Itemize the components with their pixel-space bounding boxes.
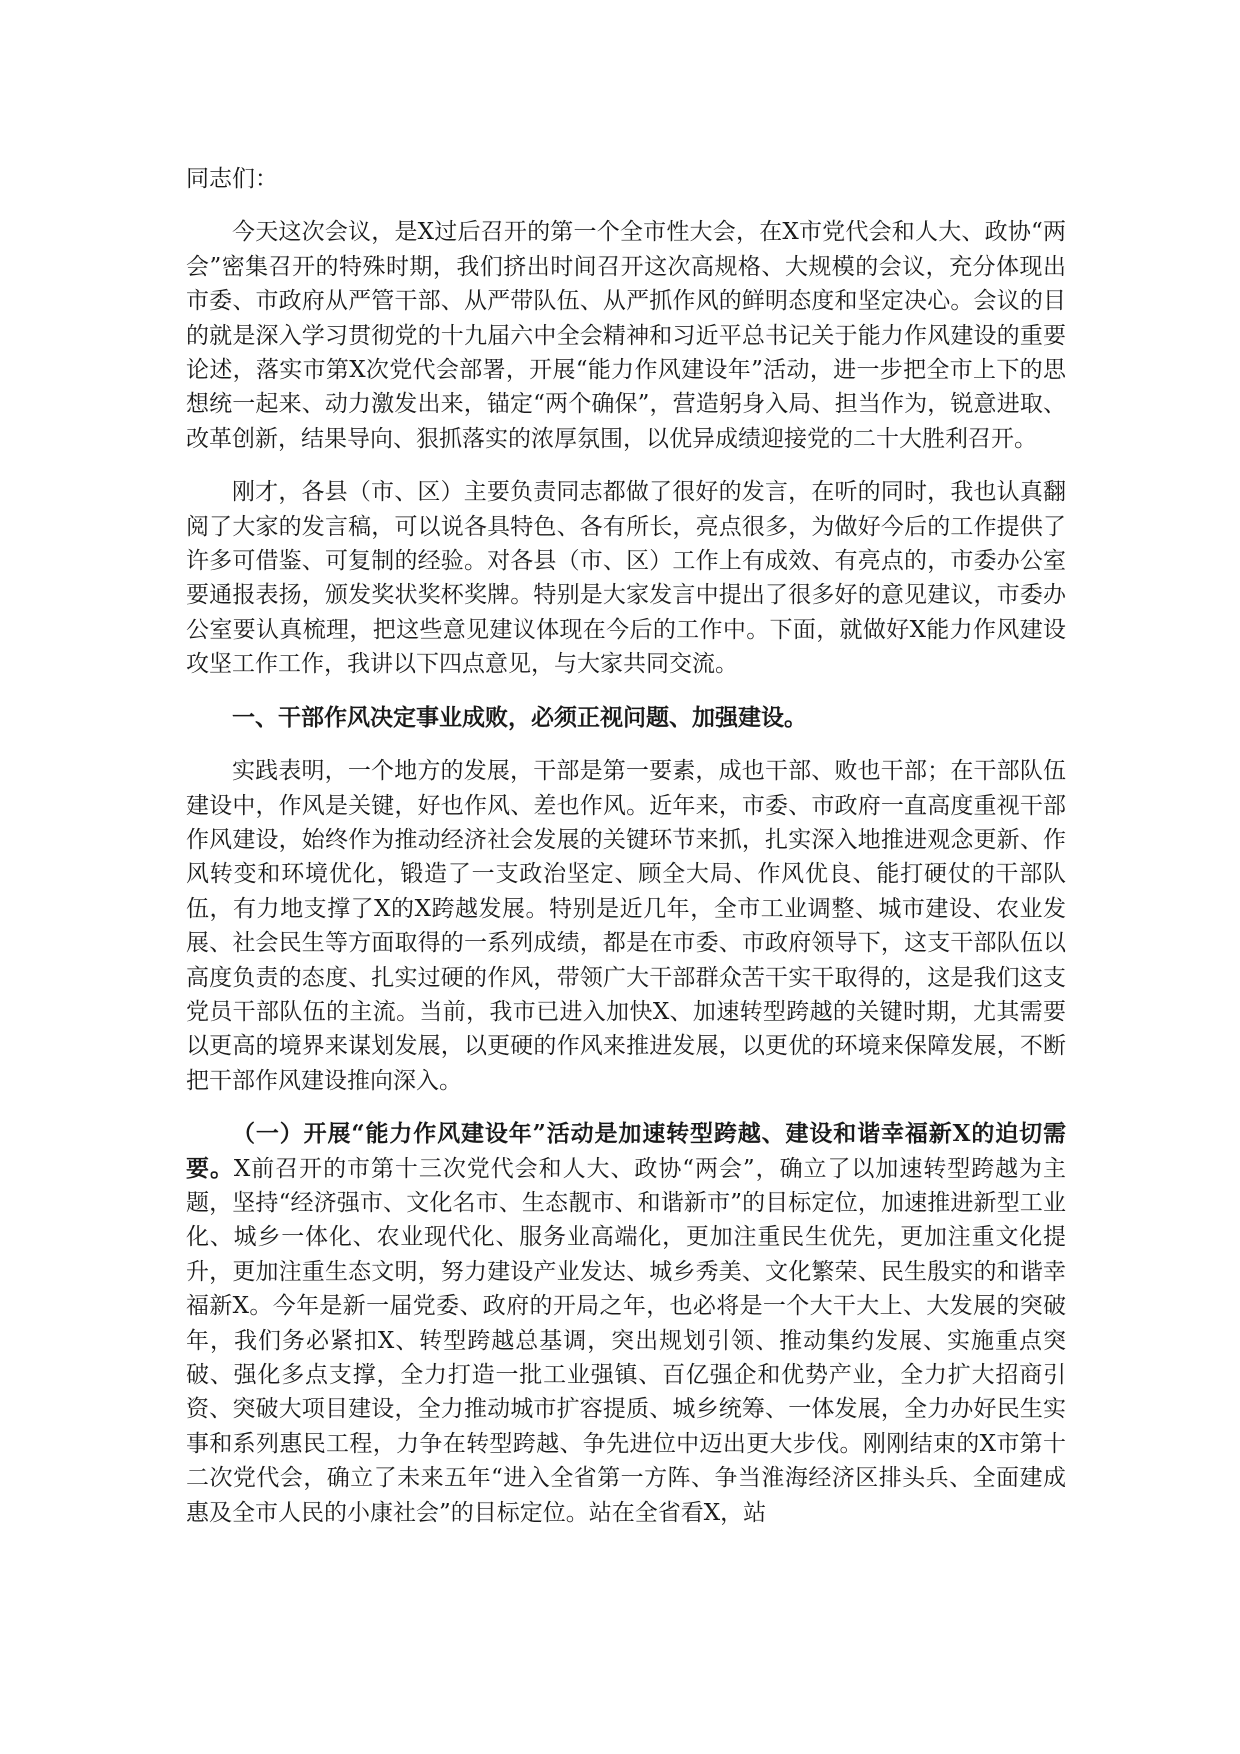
paragraph-review: 刚才，各县（市、区）主要负责同志都做了很好的发言，在听的同时，我也认真翻阅了大家的发言稿，可以说各具特色、各有所长，亮点很多，为做好今后的工作提供了许多可借鉴、可复制的经验。对各县（市、区）工作上有成效、有亮点的，市委办公室要通报表扬，颁发奖状奖杯奖牌。特别是大家发言中提出了很多好的意见建议，市委办公室要认真梳理，把这些意见建议体现在今后的工作中。下面，就做好X能力作风建设攻坚工作工作，我讲以下四点意见，与大家共同交流。 bbox=[186, 479, 1066, 678]
subsection-1-lead: （一）开展“能力作风建设年”活动是加速转型跨越、建设和谐幸福新X的迫切需要。 bbox=[186, 1120, 1066, 1182]
paragraph-subsection-1 bbox=[186, 1117, 1066, 1530]
document-body bbox=[186, 162, 1066, 1549]
section-heading-1: 一、干部作风决定事业成败，必须正视问题、加强建设。 bbox=[232, 703, 807, 731]
paragraph-practice: 实践表明，一个地方的发展，干部是第一要素，成也干部、败也干部；在干部队伍建设中，作风是关键，好也作风、差也作风。近年来，市委、市政府一直高度重视干部作风建设，始终作为推动经济社会发展的关键环节来抓，扎实深入地推进观念更新、作风转变和环境优化，锻造了一支政治坚定、顾全大局、作风优良、能打硬仗的干部队伍，有力地支撑了X的X跨越发展。特别是近几年，全市工业调整、城市建设、农业发展、社会民生等方面取得的一系列成绩，都是在市委、市政府领导下，这支干部队伍以高度负责的态度、扎实过硬的作风，带领广大干部群众苦干实干取得的，这是我们这支党员干部队伍的主流。当前，我市已进入加快X、加速转型跨越的关键时期，尤其需要以更高的境界来谋划发展，以更硬的作风来推进发展，以更优的环境来保障发展，不断把干部作风建设推向深入。 bbox=[186, 758, 1066, 1094]
subsection-1-body: X前召开的市第十三次党代会和人大、政协“两会”，确立了以加速转型跨越为主题，坚持“经济强市、文化名市、生态靓市、和谐新市”的目标定位，加速推进新型工业化、城乡一体化、农业现代化、服务业高端化，更加注重民生优先，更加注重文化提升，更加注重生态文明，努力建设产业发达、城乡秀美、文化繁荣、民生殷实的和谐幸福新X。今年是新一届党委、政府的开局之年，也必将是一个大干大上、大发展的突破年，我们务必紧扣X、转型跨越总基调，突出规划引领、推动集约发展、实施重点突破、强化多点支撑，全力打造一批工业强镇、百亿强企和优势产业，全力扩大招商引资、突破大项目建设，全力推动城市扩容提质、城乡统筹、一体发展，全力办好民生实事和系列惠民工程，力争在转型跨越、争先进位中迈出更大步伐。刚刚结束的X市第十二次党代会，确立了未来五年“进入全省第一方阵、争当淮海经济区排头兵、全面建成惠及全市人民的小康社会”的目标定位。站在全省看X，站 bbox=[186, 1155, 1067, 1526]
paragraph-opening: 今天这次会议，是X过后召开的第一个全市性大会，在X市党代会和人大、政协“两会”密集召开的特殊时期，我们挤出时间召开这次高规格、大规模的会议，充分体现出市委、市政府从严管干部、从严带队伍、从严抓作风的鲜明态度和坚定决心。会议的目的就是深入学习贯彻党的十九届六中全会精神和习近平总书记关于能力作风建设的重要论述，落实市第X次党代会部署，开展“能力作风建设年”活动，进一步把全市上下的思想统一起来、动力激发出来，锚定“两个确保”，营造躬身入局、担当作为，锐意进取、改革创新，结果导向、狠抓落实的浓厚氛围，以优异成绩迎接党的二十大胜利召开。 bbox=[186, 219, 1066, 452]
salutation: 同志们： bbox=[186, 166, 278, 192]
